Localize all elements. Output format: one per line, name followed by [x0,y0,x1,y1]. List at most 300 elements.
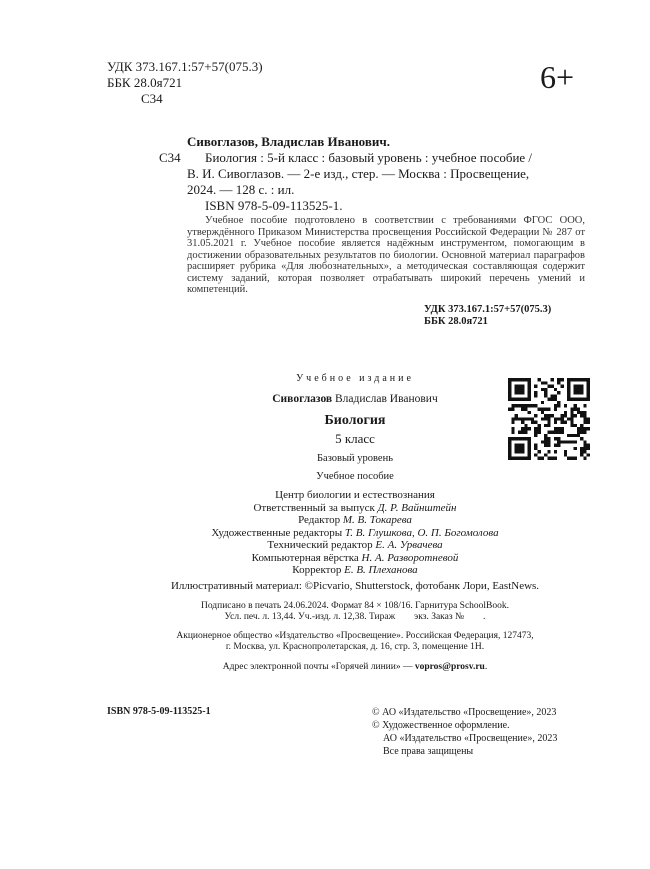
catalog-card [159,134,585,328]
qr-module [580,388,583,391]
qr-module [534,430,537,433]
qr-module [541,417,544,420]
qr-module [551,385,554,388]
qr-module [560,417,563,420]
qr-module [583,447,586,450]
qr-module [547,450,550,453]
qr-module [528,391,531,394]
qr-module [577,411,580,414]
qr-module [580,447,583,450]
qr-module [574,391,577,394]
udk-code: УДК 373.167.1:57+57(075.3) [107,59,263,74]
qr-module [554,404,557,407]
qr-module [541,457,544,460]
qr-module [580,424,583,427]
qr-module [574,424,577,427]
qr-module [538,427,541,430]
qr-module [508,457,511,460]
qr-module [580,385,583,388]
qr-module [528,447,531,450]
qr-module [551,414,554,417]
classification-block [107,59,263,107]
qr-module [524,378,527,381]
qr-module [541,401,544,404]
qr-module [557,391,560,394]
qr-module [534,421,537,424]
qr-module [534,447,537,450]
qr-module [574,440,577,443]
qr-module [528,398,531,401]
qr-module [528,450,531,453]
qr-module [528,453,531,456]
qr-module [560,427,563,430]
qr-module [580,430,583,433]
publisher-info: Акционерное общество «Издательство «Просвещение». Российская Федерация, 127473, г. Москва, ул. Краснопролетарская, д. 16, стр. 3, помещение 1Н. [176,630,534,652]
bbk-code: ББК 28.0я721 [107,75,183,90]
qr-module [508,381,511,384]
qr-module [551,378,554,381]
qr-module [557,427,560,430]
qr-module [587,378,590,381]
qr-module [587,447,590,450]
qr-module [554,398,557,401]
qr-module [557,381,560,384]
qr-module [547,440,550,443]
qr-module [508,378,511,381]
qr-module [511,398,514,401]
qr-module [508,440,511,443]
qr-module [567,385,570,388]
qr-module [544,424,547,427]
qr-module [544,388,547,391]
grade: 5 класс [335,431,375,446]
qr-module [577,427,580,430]
qr-module [574,385,577,388]
print-info: Подписано в печать 24.06.2024. Формат 84 × 108/16. Гарнитура SchoolBook. Усл. печ. л. 13,44. Уч.-изд. л. 12,38. Тираж экз. Заказ № . [200,600,510,622]
qr-module [524,430,527,433]
qr-module [518,378,521,381]
qr-module [547,417,550,420]
qr-module [554,421,557,424]
qr-module [554,417,557,420]
qr-module [547,414,550,417]
qr-module [518,447,521,450]
qr-module [541,388,544,391]
qr-module [587,394,590,397]
qr-module [583,378,586,381]
qr-module [528,385,531,388]
qr-module [551,430,554,433]
qr-module [518,385,521,388]
qr-module [518,437,521,440]
qr-module [538,408,541,411]
staff-line: Редактор М. В. Токарева [298,514,412,526]
qr-module [567,457,570,460]
qr-module [521,408,524,411]
author-last: Сивоглазов [272,393,333,405]
qr-module [577,398,580,401]
qr-module [564,453,567,456]
qr-module [551,394,554,397]
qr-module [557,430,560,433]
qr-module [587,381,590,384]
author-code: С34 [141,91,163,106]
qr-module [531,421,534,424]
age-rating: 6+ [540,59,575,95]
qr-module [508,398,511,401]
staff-block [130,489,580,577]
qr-module [580,391,583,394]
qr-module [547,457,550,460]
qr-module [577,430,580,433]
qr-module [551,398,554,401]
qr-module [577,378,580,381]
qr-module [518,398,521,401]
qr-module [557,417,560,420]
qr-module [521,437,524,440]
qr-module [518,457,521,460]
qr-module [528,437,531,440]
qr-module [544,391,547,394]
qr-module [547,421,550,424]
qr-module [515,417,518,420]
qr-module [570,417,573,420]
qr-module [560,385,563,388]
qr-module [567,388,570,391]
qr-module [518,444,521,447]
qr-module [574,378,577,381]
qr-module [554,394,557,397]
annotation: Учебное пособие подготовлено в соответствии с требованиями ФГОС ООО, утверждённого Приказом Министерства просвещения Российской Федерации № 287 от 31.05.2021 г. Учебное пособие является надёжным инструментом, помогающим в достижении образовательных результатов по биологии. Основной материал параграфов расширяет рубрика «Для любознательных», а методическая составляющая содержит систему заданий, которая позволяет отрабатывать широкий перечень умений и компетенций. [187,215,585,295]
qr-module [567,434,570,437]
qr-module [577,434,580,437]
qr-module [583,430,586,433]
qr-module [508,388,511,391]
qr-module [534,391,537,394]
center-name: Центр биологии и естествознания [275,489,435,501]
qr-module [521,427,524,430]
qr-module [554,457,557,460]
qr-module [567,378,570,381]
qr-module [515,450,518,453]
qr-module [515,457,518,460]
qr-module [560,421,563,424]
qr-module [547,385,550,388]
qr-code [508,378,590,460]
qr-module [547,430,550,433]
catalog-author: Сивоглазов, Владислав Иванович. [187,134,390,149]
qr-module [560,378,563,381]
qr-module [511,408,514,411]
qr-module [528,394,531,397]
qr-module [554,430,557,433]
qr-module [580,411,583,414]
qr-module [541,440,544,443]
qr-module [580,453,583,456]
qr-module [583,457,586,460]
qr-module [547,408,550,411]
qr-module [560,430,563,433]
book-title: Биология [324,413,386,428]
qr-module [587,398,590,401]
qr-module [583,450,586,453]
qr-module [534,414,537,417]
qr-module [524,404,527,407]
qr-module [528,388,531,391]
qr-module [524,408,527,411]
illustrations: Иллюстративный материал: ©Picvario, Shutterstock, фотобанк Лори, EastNews. [170,579,540,592]
qr-module [521,430,524,433]
qr-module [583,398,586,401]
catalog-isbn: ISBN 978-5-09-113525-1. [205,198,343,213]
qr-module [554,444,557,447]
qr-module [587,427,590,430]
qr-module [570,414,573,417]
qr-module [574,398,577,401]
qr-module [564,404,567,407]
qr-module [554,408,557,411]
qr-module [557,378,560,381]
qr-module [518,388,521,391]
qr-module [534,404,537,407]
qr-module [528,411,531,414]
qr-module [508,453,511,456]
staff-line: Технический редактор Е. А. Урвачева [267,539,443,551]
qr-module [570,408,573,411]
qr-module [524,457,527,460]
catalog-line: В. И. Сивоглазов. — 2-е изд., стер. — Москва : Просвещение, [187,166,530,181]
qr-module [508,444,511,447]
staff-line: Корректор Е. В. Плеханова [292,564,418,576]
qr-module [560,414,563,417]
qr-module [557,404,560,407]
qr-module [518,417,521,420]
qr-module [528,417,531,420]
qr-module [528,381,531,384]
qr-module [511,404,514,407]
qr-module [518,450,521,453]
qr-module [587,391,590,394]
qr-module [538,424,541,427]
qr-module [534,453,537,456]
qr-module [574,408,577,411]
qr-module [547,398,550,401]
qr-module [538,450,541,453]
qr-module [515,391,518,394]
qr-module [508,408,511,411]
qr-module [580,450,583,453]
footer-isbn: ISBN 978-5-09-113525-1 [107,706,211,717]
qr-module [524,424,527,427]
qr-module [544,394,547,397]
qr-module [515,385,518,388]
qr-module [551,457,554,460]
qr-module [570,424,573,427]
qr-module [560,440,563,443]
qr-module [538,378,541,381]
qr-module [570,434,573,437]
qr-module [587,385,590,388]
qr-module [544,434,547,437]
qr-module [557,440,560,443]
qr-module [515,414,518,417]
qr-module [534,434,537,437]
qr-module [515,447,518,450]
qr-module [564,421,567,424]
qr-module [521,378,524,381]
qr-module [580,414,583,417]
qr-module [587,444,590,447]
qr-module [557,437,560,440]
qr-module [570,378,573,381]
qr-module [580,398,583,401]
qr-module [583,440,586,443]
qr-module [521,388,524,391]
qr-module [521,404,524,407]
qr-module [524,427,527,430]
level: Базовый уровень [317,453,393,464]
catalog-bbk: ББК 28.0я721 [424,315,488,327]
qr-module [580,427,583,430]
staff-line: Компьютерная вёрстка Н. А. Разворотневой [251,551,459,564]
qr-module [544,444,547,447]
qr-module [524,437,527,440]
qr-module [508,385,511,388]
qr-module [538,430,541,433]
qr-module [554,427,557,430]
qr-module [544,414,547,417]
qr-module [541,411,544,414]
qr-module [567,398,570,401]
qr-module [547,444,550,447]
qr-module [570,398,573,401]
qr-module [538,457,541,460]
catalog-line: Биология : 5-й класс : базовый уровень : учебное пособие / [205,150,533,165]
qr-module [544,440,547,443]
qr-module [534,385,537,388]
qr-module [574,457,577,460]
qr-module [570,440,573,443]
qr-module [587,388,590,391]
qr-module [583,411,586,414]
qr-module [515,444,518,447]
qr-module [564,414,567,417]
qr-module [583,417,586,420]
qr-module [547,437,550,440]
qr-module [515,388,518,391]
qr-module [521,447,524,450]
qr-module [574,388,577,391]
qr-module [577,388,580,391]
qr-module [515,398,518,401]
qr-module [567,417,570,420]
qr-module [541,381,544,384]
qr-module [515,378,518,381]
qr-module [580,378,583,381]
qr-module [574,434,577,437]
qr-module [521,444,524,447]
copyright-block: © АО «Издательство «Просвещение», 2023 © Художественное оформление. АО «Издательство «Просвещение», 2023 Все права защищены [372,707,558,757]
qr-module [554,450,557,453]
qr-module [567,381,570,384]
qr-module [544,437,547,440]
qr-module [524,398,527,401]
staff-line: Ответственный за выпуск Д. Р. Вайнштейн [253,501,457,514]
qr-module [511,457,514,460]
qr-module [587,453,590,456]
qr-module [511,417,514,420]
qr-module [511,430,514,433]
qr-module [518,430,521,433]
qr-module [583,421,586,424]
qr-module [524,417,527,420]
qr-module [528,404,531,407]
qr-module [544,453,547,456]
qr-module [528,378,531,381]
qr-module [528,457,531,460]
qr-module [521,391,524,394]
qr-module [528,427,531,430]
qr-module [515,404,518,407]
qr-module [521,421,524,424]
qr-module [508,437,511,440]
qr-module [544,408,547,411]
qr-module [580,437,583,440]
qr-module [534,394,537,397]
qr-module [577,391,580,394]
qr-module [511,437,514,440]
qr-module [521,398,524,401]
qr-module [570,457,573,460]
qr-module [574,447,577,450]
qr-module [511,427,514,430]
qr-module [570,421,573,424]
qr-module [564,411,567,414]
qr-module [557,401,560,404]
qr-module [534,444,537,447]
qr-module [554,388,557,391]
qr-module [528,444,531,447]
author-first: Владислав Иванович [335,393,438,405]
qr-module [574,404,577,407]
catalog-udk: УДК 373.167.1:57+57(075.3) [424,303,552,315]
qr-module [528,440,531,443]
qr-module [511,378,514,381]
qr-module [583,404,586,407]
edition-type: Учебное издание [296,373,414,384]
qr-module [521,385,524,388]
qr-module [521,457,524,460]
qr-module [583,427,586,430]
qr-module [508,450,511,453]
qr-module [518,404,521,407]
qr-module [531,404,534,407]
qr-module [577,385,580,388]
qr-module [515,437,518,440]
staff-line: Художественные редакторы Т. В. Глушкова, О. П. Богомолова [211,526,499,539]
qr-module [547,424,550,427]
qr-module [577,408,580,411]
qr-module [534,427,537,430]
qr-module [508,391,511,394]
catalog-code: С34 [159,150,181,165]
hotline-email: Адрес электронной почты «Горячей линии» — vopros@prosv.ru. [222,661,488,672]
qr-module [508,394,511,397]
qr-module [554,437,557,440]
qr-module [567,440,570,443]
email-link[interactable]: vopros@prosv.ru [414,661,485,672]
qr-module [521,417,524,420]
